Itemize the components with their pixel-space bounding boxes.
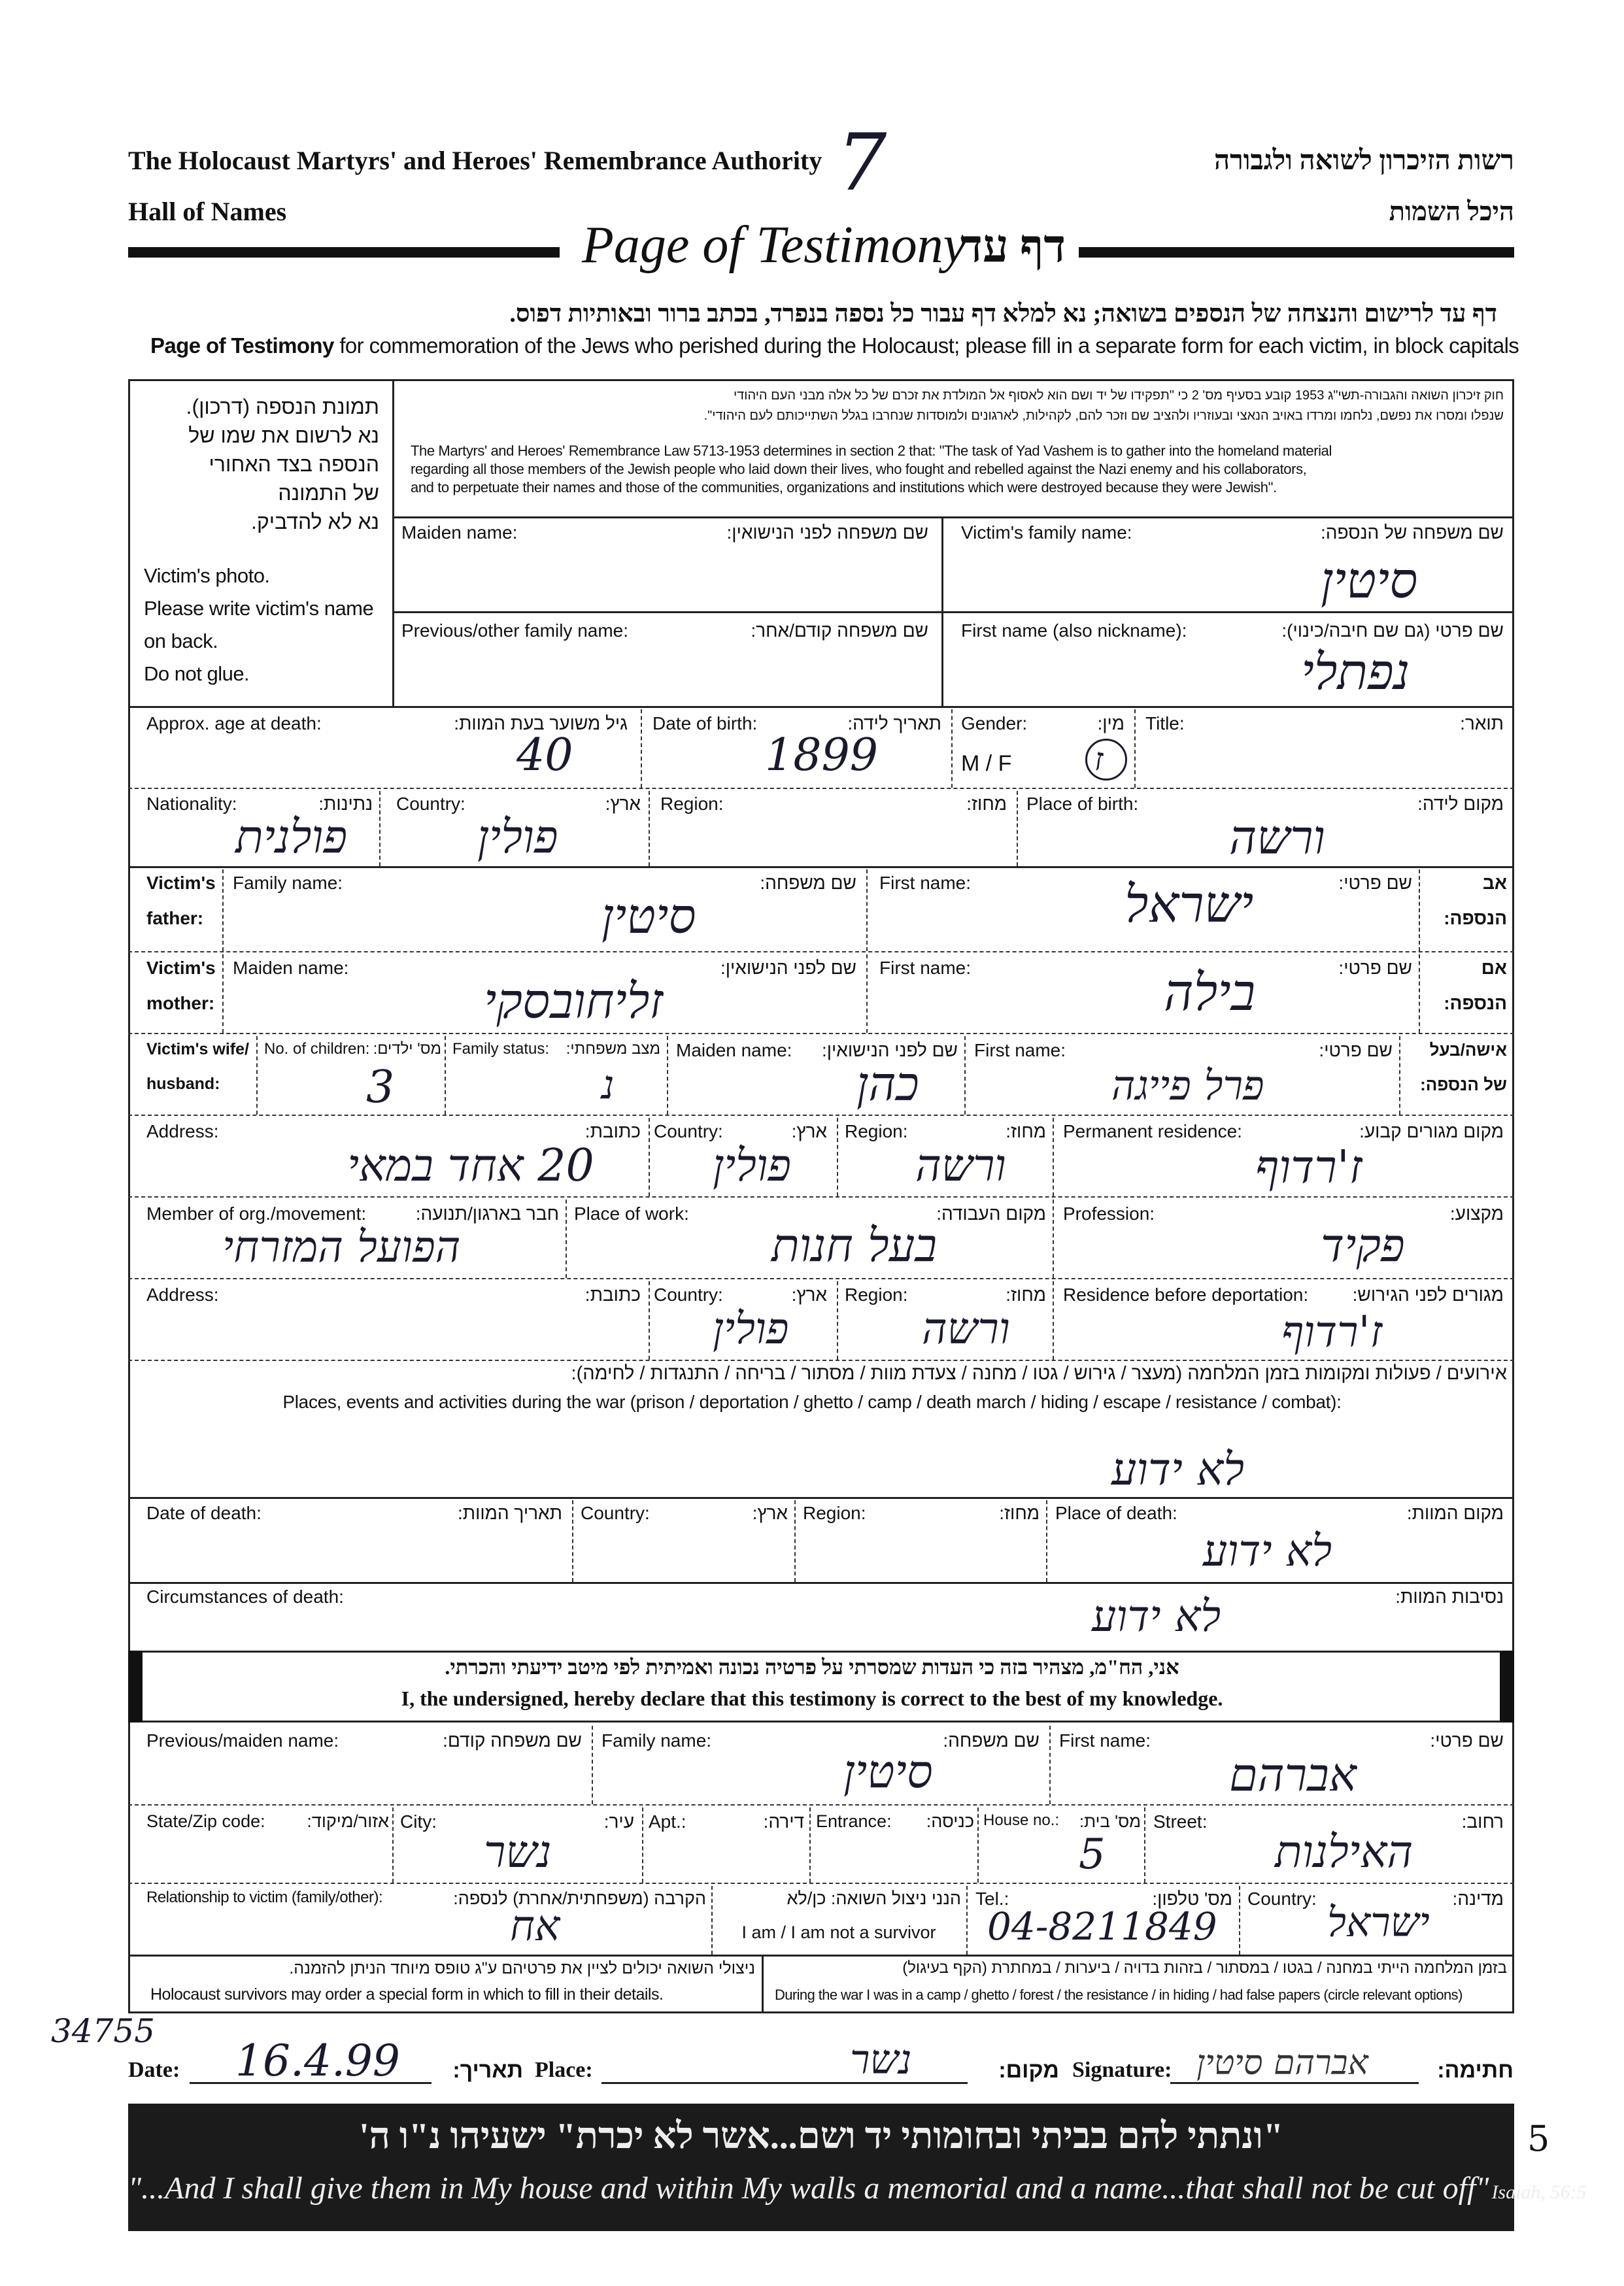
row-line [128, 951, 1514, 952]
row-line [128, 1360, 1514, 1361]
nationality-label: Nationality: [146, 794, 237, 814]
address-region-label: Region: [845, 1121, 908, 1141]
death-region-label-he: מחוז: [999, 1503, 1040, 1523]
law-en-line: The Martyrs' and Heroes' Remembrance Law 5713-1953 determines in section 2 that: "The task of Yad Vashem is to gather into the homeland material [411, 443, 1332, 459]
row-divider [642, 1807, 643, 1883]
margin-number: 34755 [51, 2012, 156, 2050]
residence-before-deportation-label-he: מגורים לפני הגירוש: [1352, 1285, 1504, 1305]
camp-options-en[interactable]: During the war I was in a camp / ghetto / forest / the resistance / in hiding / had false papers (circle relevant options) [775, 1987, 1463, 2003]
law-en-line: regarding all those members of the Jewish people who laid down their lives, who fought and rebelled against the Nazi enemy and his collaborators, [411, 461, 1307, 477]
apt-label-he: דירה: [763, 1811, 804, 1832]
row-line [128, 1955, 1514, 1957]
photo-he-line: של התמונה [278, 481, 379, 505]
work-label: Place of work: [574, 1203, 689, 1224]
row-divider [667, 1036, 668, 1115]
relationship-label: Relationship to victim (family/other): [146, 1889, 383, 1906]
title-bar-left [128, 247, 560, 258]
signature-value[interactable]: אברהם סיטין [1196, 2043, 1368, 2083]
photo-he-line: הנספה בצד האחורי [209, 452, 379, 476]
city-value[interactable]: נשר [484, 1826, 552, 1878]
photo-he-line: נא לרשום את שמו של [188, 424, 379, 447]
street-value[interactable]: האילנות [1275, 1826, 1413, 1878]
photo-bottom-line [128, 706, 1514, 708]
photo-en-line: on back. [144, 630, 218, 652]
father-first-value[interactable]: ישראל [1125, 875, 1254, 934]
photo-box-en [144, 560, 373, 690]
row-divider [966, 1886, 968, 1955]
death-country-label: Country: [581, 1503, 650, 1523]
father-family-label: Family name: [233, 873, 343, 893]
relationship-label-he: הקרבה (משפחתית/אחרת) לנספה: [453, 1889, 706, 1908]
mother-first-label-he: שם פרטי: [1338, 958, 1412, 978]
father-first-label-he: שם פרטי: [1338, 873, 1412, 893]
family-status-value[interactable]: נ [601, 1062, 615, 1108]
address-country-label-he: ארץ: [791, 1121, 827, 1141]
side-mark: 5 [1527, 2118, 1550, 2159]
law-he-line: שנפלו ומסרו את נפשם, נלחמו ומרדו באויב הנאצי ובעוזריו ולהציב שם וזכר להם, לקהילות, לארגונים ולמוסדות שנחרבו בגלל השתייכותם לעם היהודי". [703, 409, 1504, 423]
submitter-first-label-he: שם פרטי: [1430, 1730, 1504, 1751]
signature-label-he: חתימה: [1437, 2058, 1514, 2083]
father-label-1: Victim's [146, 873, 216, 893]
children-value[interactable]: 3 [366, 1062, 395, 1113]
maiden-name-label: Maiden name: [401, 522, 518, 543]
submitter-family-value[interactable]: סיטין [843, 1745, 933, 1798]
death-date-label: Date of death: [146, 1503, 262, 1523]
region-label-he: מחוז: [966, 794, 1007, 814]
law-en-line: and to perpetuate their names and those of the communities, organizations and institutions which were destroyed because they were Jewish". [411, 479, 1277, 496]
submitter-first-value[interactable]: אברהם [1229, 1748, 1357, 1802]
gender-label-he: מין: [1097, 713, 1125, 733]
law-text-he [405, 386, 1504, 426]
father-family-value[interactable]: סיטין [601, 888, 696, 945]
law-bottom-line [392, 516, 1514, 518]
row-divider [866, 869, 868, 951]
photo-box-divider [392, 379, 394, 706]
instructions-he: דף עד לרישום והנצחה של הנספים בשואה; נא למלא דף עבור כל נספה בנפרד, בכתב ברור ובאותיות דפוס. [509, 300, 1497, 328]
events-label-he: אירועים / פעולות ומקומות בזמן המלחמה (מעצר / גירוש / גטו / מחנה / צעדת מוות / מסתור / בריחה / התנגדות / לחימה): [571, 1363, 1507, 1384]
submitter-family-label: Family name: [601, 1730, 712, 1751]
row-divider [649, 1281, 650, 1360]
row-line [128, 866, 1514, 868]
org-name-en: The Holocaust Martyrs' and Heroes' Remembrance Authority [128, 146, 822, 175]
row-divider [641, 709, 642, 788]
survivor-label-he: הנני ניצול השואה: כן/לא [787, 1889, 961, 1908]
death-country-label-he: ארץ: [752, 1503, 788, 1523]
country-label-he: ארץ: [605, 794, 641, 814]
relationship-value[interactable]: אח [510, 1902, 560, 1951]
mother-maiden-label-he: שם לפני הנישואין: [720, 958, 856, 978]
row-line [128, 1196, 1514, 1198]
region-label: Region: [660, 794, 724, 814]
city-label-he: עיר: [603, 1811, 634, 1832]
country-label: Country: [396, 794, 465, 814]
place-value[interactable]: נשר [850, 2036, 912, 2083]
row-divider [566, 1200, 567, 1278]
row-line [128, 1582, 1514, 1584]
profession-value[interactable]: פקיד [1321, 1219, 1405, 1272]
father-label-2: father: [146, 908, 204, 928]
father-he-label-2: הנספה: [1444, 908, 1507, 928]
row-divider [572, 1500, 573, 1582]
address-region-value[interactable]: ורשה [915, 1140, 1006, 1192]
mother-first-label: First name: [879, 958, 972, 978]
family-status-label: Family status: [452, 1040, 550, 1058]
tel-label-he: מס' טלפון: [1152, 1889, 1232, 1909]
row-divider [256, 1036, 258, 1115]
residence-before-deportation-value[interactable]: ז'רדוף [1281, 1307, 1383, 1357]
pob-label-he: מקום לידה: [1417, 794, 1504, 814]
victim-family-name-value[interactable]: סיטין [1321, 551, 1418, 609]
mother-he-label-2: הנספה: [1444, 993, 1507, 1013]
previous-family-name-label: Previous/other family name: [401, 620, 629, 641]
row-divider [977, 1807, 979, 1883]
work-label-he: מקום העבודה: [936, 1203, 1046, 1224]
date-label: Date: [128, 2058, 180, 2082]
spouse-maiden-label: Maiden name: [676, 1040, 792, 1060]
row-line [128, 1497, 1514, 1499]
quote-en: "...And I shall give them in My house and within My walls a memorial and a name...that shall not be cut off" [128, 2171, 1489, 2206]
date-label-he: תאריך: [452, 2058, 523, 2083]
page-title-he: דף עד [960, 222, 1066, 272]
circumstances-label-he: נסיבות המוות: [1395, 1587, 1504, 1607]
dob-label-he: תאריך לידה: [847, 713, 941, 733]
gender-options: M / F [961, 751, 1012, 776]
father-he-label-1: אב [1482, 873, 1507, 893]
entrance-label: Entrance: [816, 1811, 892, 1831]
place-label: Place: [535, 2058, 593, 2082]
date-value[interactable]: 16.4.99 [235, 2036, 400, 2086]
pob-value[interactable]: ורשה [1229, 810, 1325, 865]
submitter-family-label-he: שם משפחה: [943, 1730, 1040, 1751]
row-divider [837, 1281, 838, 1360]
death-place-label-he: מקום המוות: [1406, 1503, 1504, 1523]
photo-box-he [137, 392, 379, 536]
row-divider [379, 791, 381, 866]
photo-he-line: נא לא להדביק. [251, 510, 379, 533]
spouse-he-label-2: של הנספה: [1420, 1075, 1507, 1094]
address-country-label: Country: [654, 1121, 723, 1141]
dob-label: Date of birth: [652, 713, 758, 733]
row-divider [222, 954, 224, 1033]
row-divider [1419, 869, 1420, 951]
survivor-label-en[interactable]: I am / I am not a survivor [741, 1923, 936, 1942]
circumstances-value[interactable]: לא ידוע [1092, 1591, 1221, 1641]
events-label-en: Places, events and activities during the war (prison / deportation / ghetto / camp / death march / hiding / escape / resistance / combat): [282, 1392, 1342, 1412]
spouse-first-value[interactable]: פרל פייגה [1111, 1062, 1264, 1109]
tel-label: Tel.: [975, 1889, 1009, 1909]
spouse-maiden-value[interactable]: כהן [856, 1056, 919, 1111]
address-label-he: כתובת: [584, 1121, 641, 1141]
house-label: House no.: [983, 1811, 1060, 1829]
deportation-region-label: Region: [845, 1285, 908, 1305]
name-mid-line [392, 611, 1514, 613]
photo-en-line: Do not glue. [144, 662, 250, 685]
photo-he-line: תמונת הנספה (דרכון). [186, 395, 379, 418]
page-number-mark: 7 [837, 118, 887, 209]
first-name-value[interactable]: נפתלי [1301, 643, 1410, 701]
submitter-country-label-he: מדינה: [1452, 1889, 1504, 1909]
title-bar-right [1079, 247, 1514, 258]
gender-label: Gender: [961, 713, 1028, 733]
spouse-label-1: Victim's wife/ [146, 1040, 249, 1058]
age-value[interactable]: 40 [516, 730, 573, 781]
row-divider [392, 1807, 394, 1883]
nationality-value[interactable]: פולנית [235, 810, 348, 864]
org-name-he: רשות הזיכרון לשואה ולגבורה [1213, 146, 1514, 176]
hall-name-en: Hall of Names [128, 197, 287, 226]
org-value[interactable]: הפועל המזרחי [222, 1222, 461, 1272]
death-place-label: Place of death: [1055, 1503, 1177, 1523]
quote-he: "ונתתי להם בביתי ובחומותי יד ושם...אשר לא יכרת" ישעיהו נ"ו ה' [359, 2116, 1283, 2157]
street-label: Street: [1153, 1811, 1208, 1832]
row-divider [794, 1500, 796, 1582]
survivor-form-he: ניצולי השואה יכולים לציין את פרטיהם ע"ג טופס מיוחד הניתן להזמנה. [289, 1959, 755, 1977]
deportation-country-value[interactable]: פולין [713, 1303, 789, 1354]
org-label-he: חבר בארגון/תנועה: [415, 1203, 559, 1224]
law-he-line: חוק זיכרון השואה והגבורה-תשי"ג 1953 קובע בסעיף מס' 2 כי "תפקידו של יד ושם הוא לאסוף אל המולדת את זכרם של כל אלה מבני העם היהודי [733, 388, 1504, 403]
row-divider [592, 1726, 593, 1804]
row-divider [1144, 1807, 1145, 1883]
age-label: Approx. age at death: [146, 713, 322, 733]
permanent-residence-label: Permanent residence: [1063, 1121, 1242, 1141]
permanent-residence-label-he: מקום מגורים קבוע: [1359, 1121, 1504, 1141]
tel-value[interactable]: 04-8211849 [987, 1904, 1217, 1949]
children-label-he: מס' ילדים: [373, 1040, 441, 1058]
row-divider [866, 954, 868, 1033]
photo-en-line: Please write victim's name [144, 597, 374, 620]
deportation-country-label: Country: [654, 1285, 723, 1305]
instructions-en-rest: for commemoration of the Jews who perished during the Holocaust; please fill in a separate form for each victim, in block capitals [333, 333, 1519, 358]
death-date-label-he: תאריך המוות: [458, 1503, 562, 1523]
victim-family-name-label-he: שם משפחה של הנספה: [1320, 522, 1504, 543]
row-divider [1053, 1118, 1054, 1196]
previous-family-name-label-he: שם משפחה קודם/אחר: [751, 620, 928, 641]
row-divider [711, 1886, 713, 1955]
first-name-label-he: שם פרטי (גם שם חיבה/כינוי): [1281, 620, 1504, 641]
zip-label-he: אזור/מיקוד: [307, 1811, 389, 1831]
spouse-maiden-label-he: שם לפני הנישואין: [821, 1040, 958, 1060]
deportation-region-label-he: מחוז: [1006, 1285, 1046, 1305]
death-place-value[interactable]: לא ידוע [1203, 1526, 1332, 1576]
gender-value[interactable]: ז [1094, 741, 1104, 778]
row-divider [1053, 1200, 1054, 1278]
mother-maiden-label: Maiden name: [233, 958, 349, 978]
spouse-he-label-1: אישה/בעל [1429, 1040, 1507, 1060]
submitter-maiden-label-he: שם משפחה קודם: [443, 1730, 582, 1751]
row-divider [1017, 791, 1018, 866]
page-title-en: Page of Testimony [582, 216, 967, 274]
pob-label: Place of birth: [1026, 794, 1139, 814]
submitter-country-label: Country: [1247, 1889, 1317, 1909]
row-divider [445, 1036, 446, 1115]
submitter-first-label: First name: [1059, 1730, 1151, 1751]
declaration-en: I, the undersigned, hereby declare that this testimony is correct to the best of my knowledge. [401, 1687, 1223, 1710]
family-status-label-he: מצב משפחתי: [566, 1040, 660, 1058]
place-underline [601, 2082, 968, 2084]
row-divider [1419, 954, 1420, 1033]
address-label: Address: [146, 1121, 219, 1141]
row-divider [951, 709, 953, 788]
law-text-en [411, 442, 1509, 497]
deportation-address-label: Address: [146, 1285, 219, 1305]
row-divider [1046, 1500, 1047, 1582]
row-line [128, 1278, 1514, 1279]
submitter-maiden-label: Previous/maiden name: [146, 1730, 339, 1751]
mother-first-value[interactable]: בילה [1164, 964, 1256, 1022]
age-label-he: גיל משוער בעת המוות: [454, 713, 628, 733]
row-divider [222, 869, 224, 951]
hall-name-he: היכל השמות [1389, 197, 1514, 226]
submitter-country-value[interactable]: ישראל [1327, 1898, 1430, 1946]
address-value[interactable]: 20 אחד במאי [347, 1140, 594, 1192]
instructions-en [150, 333, 1519, 358]
row-divider [1134, 709, 1136, 788]
circumstances-label: Circumstances of death: [146, 1587, 344, 1607]
spouse-first-label: First name: [974, 1040, 1066, 1060]
photo-en-line: Victim's photo. [144, 564, 270, 587]
spouse-first-label-he: שם פרטי: [1319, 1040, 1393, 1060]
city-label: City: [400, 1811, 437, 1832]
row-line [128, 1115, 1514, 1116]
gender-circle [1085, 739, 1127, 781]
address-region-label-he: מחוז: [1006, 1121, 1046, 1141]
place-label-he: מקום: [998, 2058, 1059, 2083]
events-value[interactable]: לא ידוע [1111, 1444, 1245, 1496]
mother-he-label-1: אם [1481, 958, 1507, 978]
spouse-label-2: husband: [146, 1075, 220, 1093]
children-label: No. of children: [264, 1040, 370, 1058]
entrance-label-he: כניסה: [926, 1811, 974, 1831]
quote-en-wrap [128, 2170, 1587, 2206]
work-value[interactable]: בעל חנות [771, 1219, 938, 1272]
org-label: Member of org./movement: [146, 1203, 367, 1224]
instructions-en-bold: Page of Testimony [150, 333, 334, 358]
row-divider [1399, 1036, 1400, 1115]
permanent-residence-value[interactable]: ז'רדוף [1255, 1140, 1362, 1194]
nationality-label-he: נתינות: [318, 794, 373, 814]
country-value[interactable]: פולין [477, 810, 558, 864]
row-line [128, 788, 1514, 789]
row-divider [809, 1807, 811, 1883]
row-divider [1049, 1726, 1051, 1804]
death-region-label: Region: [803, 1503, 866, 1523]
zip-label: State/Zip code: [146, 1811, 265, 1831]
profession-label: Profession: [1063, 1203, 1155, 1224]
row-divider [762, 1955, 764, 2013]
residence-before-deportation-label: Residence before deportation: [1063, 1285, 1309, 1305]
first-name-label: First name (also nickname): [961, 620, 1187, 641]
maiden-name-label-he: שם משפחה לפני הנישואין: [726, 522, 928, 543]
deportation-address-label-he: כתובת: [584, 1285, 641, 1305]
signature-label: Signature: [1072, 2058, 1172, 2082]
row-line [128, 1804, 1514, 1806]
declaration-he: אני, הח"מ, מצהיר בזה כי העדות שמסרתי על פרטיה נכונה ואמיתית לפי מיטב ידיעתי והכרתי. [445, 1655, 1179, 1679]
father-first-label: First name: [879, 873, 972, 893]
address-country-value[interactable]: פולין [713, 1140, 791, 1192]
house-label-he: מס' בית: [1079, 1811, 1141, 1831]
deportation-country-label-he: ארץ: [791, 1285, 827, 1305]
mother-label-2: mother: [146, 993, 215, 1013]
row-divider [649, 1118, 650, 1196]
row-divider [837, 1118, 838, 1196]
mother-maiden-value[interactable]: זליחובסקי [484, 973, 664, 1030]
quote-ref: Isaiah, 56:5 [1491, 2181, 1587, 2203]
row-divider [1053, 1281, 1054, 1360]
dob-value[interactable]: 1899 [765, 730, 879, 781]
title-label-he: תואר: [1460, 713, 1504, 733]
street-label-he: רחוב: [1461, 1811, 1504, 1832]
row-line [128, 1033, 1514, 1034]
father-family-label-he: שם משפחה: [760, 873, 856, 893]
deportation-region-value[interactable]: ורשה [922, 1303, 1010, 1354]
survivor-form-en: Holocaust survivors may order a special form in which to fill in their details. [150, 1985, 664, 2004]
row-divider [649, 791, 650, 866]
victim-family-name-label: Victim's family name: [961, 522, 1132, 543]
title-label: Title: [1145, 713, 1185, 733]
apt-label: Apt.: [649, 1811, 686, 1832]
house-value[interactable]: 5 [1079, 1830, 1106, 1879]
profession-label-he: מקצוע: [1449, 1203, 1504, 1224]
row-line [128, 1883, 1514, 1884]
row-divider [964, 1036, 966, 1115]
row-divider [1239, 1886, 1240, 1955]
mother-label-1: Victim's [146, 958, 216, 978]
camp-options-he: בזמן המלחמה הייתי במחנה / בגטו / במסתור / בזהות בדויה / ביערות / במחתרת (הקף בעיגול) [902, 1959, 1507, 1977]
